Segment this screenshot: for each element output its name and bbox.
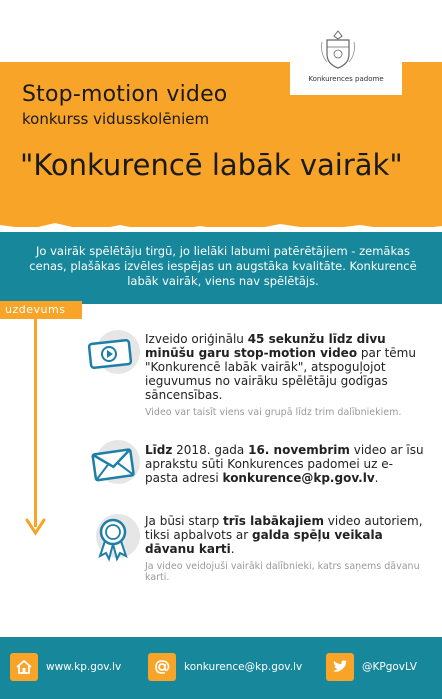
slogan: "Konkurencē labāk vairāk": [20, 148, 403, 182]
twitter-handle[interactable]: @KPgovLV: [362, 661, 417, 673]
step-1-text: Izveido oriģinālu 45 sekunžu līdz divu minūšu garu stop-motion video par tēmu "Konkurencē labāk vairāk", atspoguļojot ieguvumus no vairāku spēlētāju godīgas sāncensības.: [145, 332, 416, 402]
twitter-bird-icon: [326, 653, 354, 681]
section-badge: [0, 301, 82, 319]
step-3-note: Ja video veidojuši vairāki dalībnieki, katrs saņems dāvanu karti.: [145, 561, 420, 583]
timeline-line: [34, 319, 37, 527]
step-2-text: Līdz 2018. gada 16. novembrim video ar īsu aprakstu sūti Konkurences padomei uz e-pasta adresi konkurence@kp.gov.lv.: [145, 443, 424, 485]
award-ribbon-icon: [86, 508, 140, 562]
video-play-icon: [86, 324, 140, 378]
org-name: Konkurences padome: [308, 75, 384, 83]
arrow-down-icon: [25, 518, 46, 536]
at-sign-icon: [148, 653, 176, 681]
footer-website[interactable]: [10, 653, 121, 681]
step-3: [145, 514, 425, 583]
title-line-1: Stop-motion video: [22, 82, 228, 107]
website-link[interactable]: www.kp.gov.lv: [46, 661, 122, 673]
envelope-icon: [86, 434, 140, 488]
title-line-2: konkurss vidusskolēniem: [22, 110, 210, 128]
home-icon: [10, 653, 38, 681]
step-2: [145, 443, 425, 485]
intro-text: Jo vairāk spēlētāju tirgū, jo lielāki labumi patērētājiem - zemākas cenas, plašākas izvēles iespējas un augstāka kvalitāte. Konkurencē labāk vairāk, viens nav spēlētājs.: [29, 244, 417, 288]
coat-of-arms-icon: [318, 28, 358, 72]
footer-email[interactable]: [148, 653, 302, 681]
footer-twitter[interactable]: [326, 653, 417, 681]
section-label: uzdevums: [5, 303, 66, 316]
step-1: [145, 332, 425, 418]
step-3-text: Ja būsi starp trīs labākajiem video autoriem, tiksi apbalvots ar galda spēļu veikala dāvanu karti.: [145, 514, 423, 556]
step-1-note: Video var taisīt viens vai grupā līdz trim dalībniekiem.: [145, 407, 402, 418]
email-link[interactable]: konkurence@kp.gov.lv: [184, 661, 303, 673]
